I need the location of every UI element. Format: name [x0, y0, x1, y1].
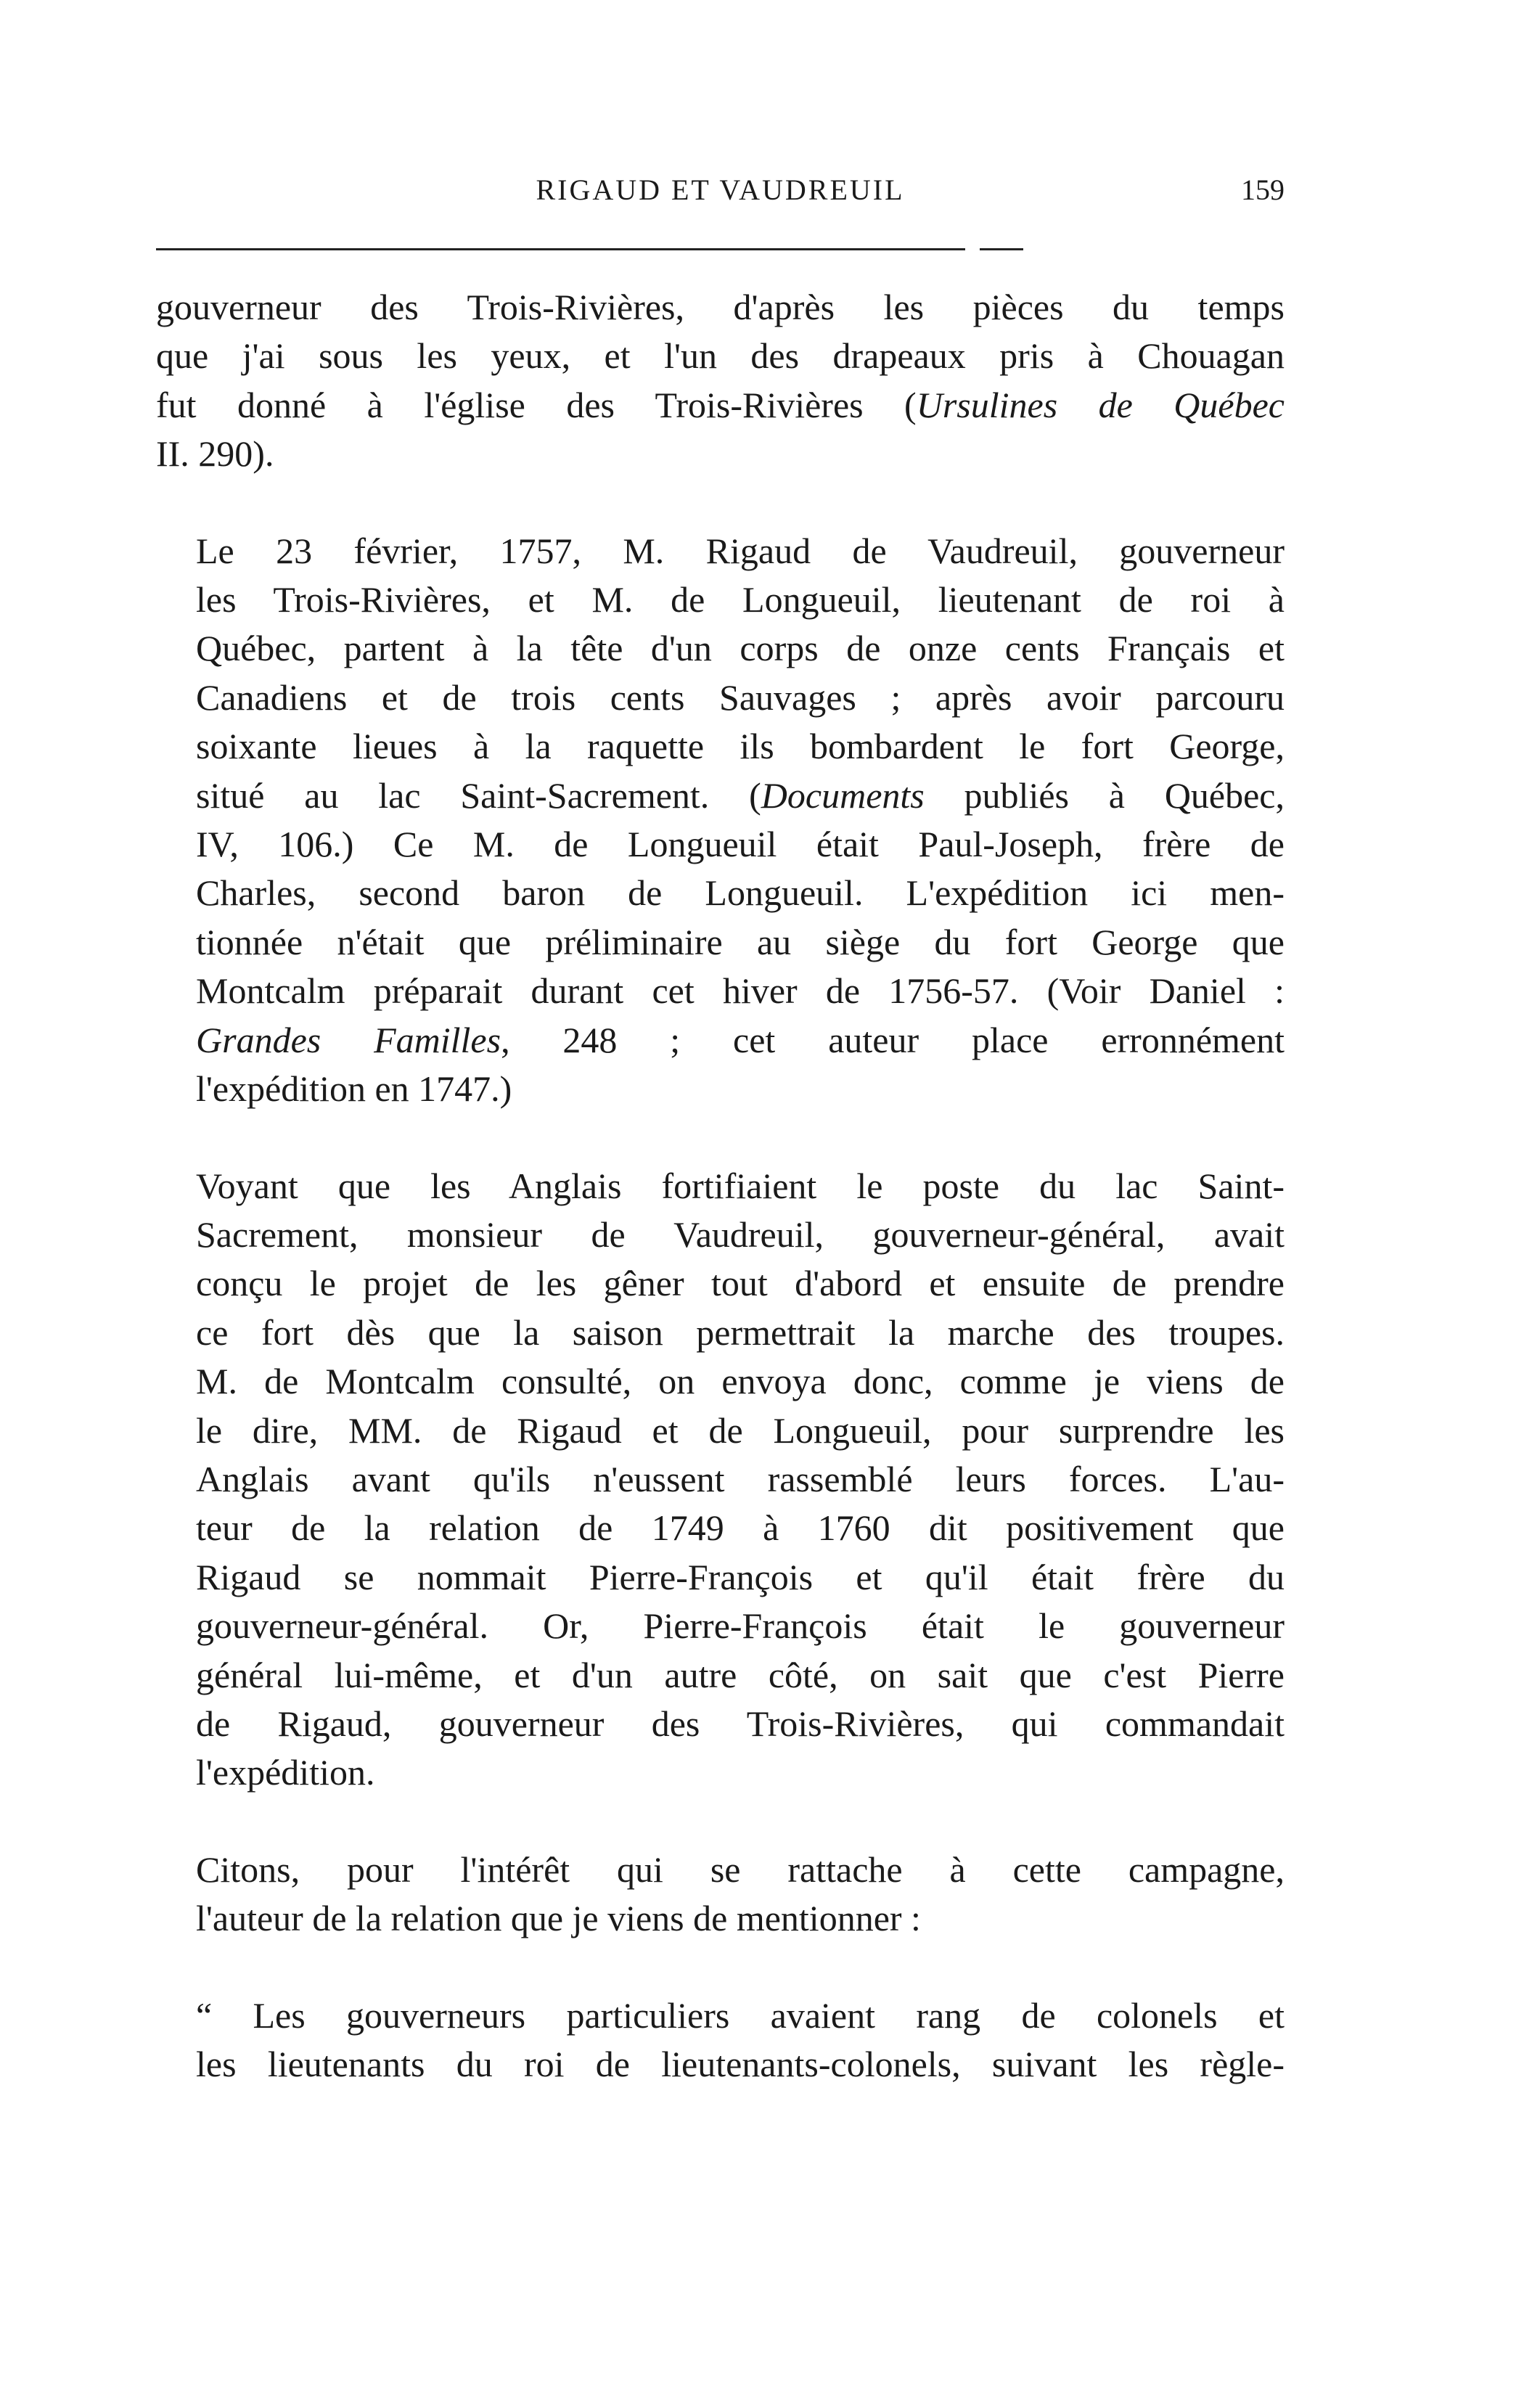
body-text: [156, 283, 1285, 2137]
paragraph-1: [156, 283, 1285, 479]
text-line: II. 290).: [156, 433, 274, 475]
text-line: Citons, pour l'intérêt qui se rattache à cette campagne,: [196, 1848, 1285, 1890]
text-line: l'expédition en 1747.): [196, 1068, 512, 1110]
text-line: les lieutenants du roi de lieutenants-colonels, suivant les règle-: [196, 2044, 1285, 2084]
text-line: tionnée n'était que préliminaire au siège du fort George que: [196, 921, 1285, 962]
text-line: l'auteur de la relation que je viens de mentionner :: [196, 1898, 921, 1939]
text-line: Anglais avant qu'ils n'eussent rassemblé leurs forces. L'au-: [196, 1458, 1285, 1499]
text-line: les Trois-Rivières, et M. de Longueuil, lieutenant de roi à: [196, 579, 1285, 621]
text-line: que j'ai sous les yeux, et l'un des drapeaux pris à Chouagan: [156, 335, 1285, 377]
text-line: gouverneur des Trois-Rivières, d'après les pièces du temps: [156, 287, 1285, 327]
text-line: Canadiens et de trois cents Sauvages ; après avoir parcouru: [196, 676, 1285, 718]
text-line: le dire, MM. de Rigaud et de Longueuil, pour surprendre les: [196, 1409, 1285, 1451]
text-line: Le 23 février, 1757, M. Rigaud de Vaudreuil, gouverneur: [196, 530, 1285, 571]
text-line: Rigaud se nommait Pierre-François et qu'il était frère du: [196, 1556, 1285, 1597]
page-number: 159: [1241, 173, 1285, 206]
text-line: “ Les gouverneurs particuliers avaient rang de colonels et: [196, 1994, 1285, 2036]
running-title: RIGAUD ET VAUDREUIL: [536, 173, 905, 206]
text-line: gouverneur-général. Or, Pierre-François était le gouverneur: [196, 1605, 1285, 1647]
text-line: l'expédition.: [196, 1752, 375, 1793]
text-line: Charles, second baron de Longueuil. L'expédition ici men-: [196, 872, 1285, 914]
header-rule: [156, 248, 965, 250]
paragraph-5-quote: [156, 1991, 1285, 2089]
text-line: IV, 106.) Ce M. de Longueuil était Paul-Joseph, frère de: [196, 824, 1285, 865]
text-line: Sacrement, monsieur de Vaudreuil, gouverneur-général, avait: [196, 1213, 1285, 1255]
paragraph-2: [156, 527, 1285, 1114]
text-line: situé au lac Saint-Sacrement. (Documents publiés à Québec,: [196, 774, 1285, 816]
paragraph-4: [156, 1846, 1285, 1944]
text-line: soixante lieues à la raquette ils bombardent le fort George,: [196, 726, 1285, 767]
text-line: ce fort dès que la saison permettrait la marche des troupes.: [196, 1311, 1285, 1353]
text-line: conçu le projet de les gêner tout d'abord et ensuite de prendre: [196, 1263, 1285, 1304]
text-line: de Rigaud, gouverneur des Trois-Rivières, qui commandait: [196, 1703, 1285, 1744]
text-line: général lui-même, et d'un autre côté, on sait que c'est Pierre: [196, 1654, 1285, 1695]
text-line: Montcalm préparait durant cet hiver de 1756-57. (Voir Daniel :: [196, 970, 1285, 1012]
text-line: M. de Montcalm consulté, on envoya donc, comme je viens de: [196, 1361, 1285, 1402]
text-line: Voyant que les Anglais fortifiaient le poste du lac Saint-: [196, 1165, 1285, 1206]
text-line: Grandes Familles, 248 ; cet auteur place erronnément: [196, 1019, 1285, 1060]
text-line: fut donné à l'église des Trois-Rivières (Ursulines de Québec: [156, 384, 1285, 425]
page-header: [156, 168, 1285, 219]
header-rule-tail: [980, 248, 1023, 250]
text-line: Québec, partent à la tête d'un corps de onze cents Français et: [196, 628, 1285, 669]
paragraph-3: [156, 1162, 1285, 1798]
text-line: teur de la relation de 1749 à 1760 dit positivement que: [196, 1507, 1285, 1549]
